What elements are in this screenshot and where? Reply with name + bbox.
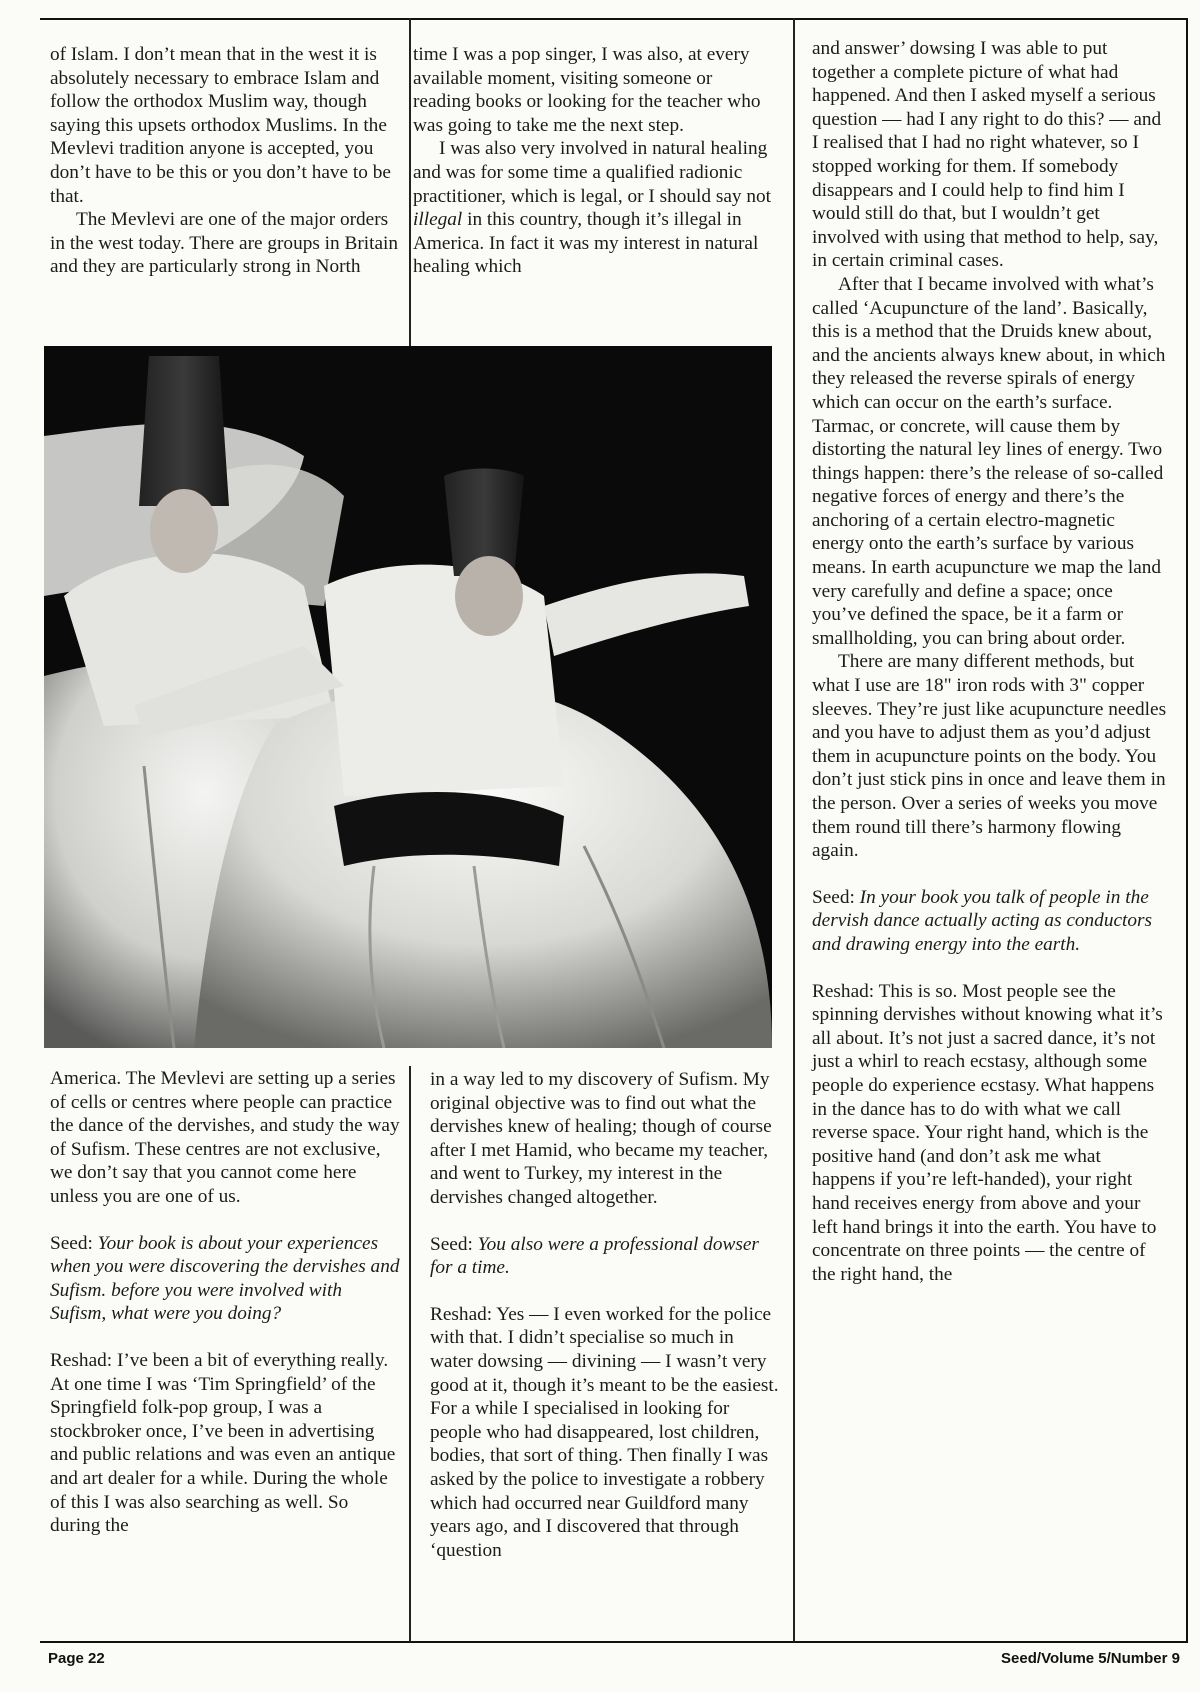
paragraph: [413, 137, 771, 279]
speaker-label: Reshad:: [50, 1349, 113, 1371]
page-frame-top: [40, 18, 1188, 20]
paragraph: The Mevlevi are one of the major orders in the west today. There are groups in Britain and they are particularly strong in North: [50, 209, 399, 278]
paragraph: After that I became involved with what’s called ‘Acupuncture of the land’. Basically, this is a method that the Druids knew about, and the ancients always knew about, in which they released the reverse spirals of energy which can occur on the earth’s surface. Tarmac, or concrete, will cause them by distorting the natural ley lines of energy. Two things happen: there’s the release of so-called negative forces of energy and there’s the anchoring of a certain electro-magnetic energy onto the earth’s surface by various means. In earth acupuncture we map the land very carefully and define a space; once you’ve defined the space, be it a farm or smallholding, you can bring about order.: [812, 273, 1166, 649]
interview-answer: [812, 980, 1168, 1287]
column-2-bottom: [430, 1068, 780, 1562]
column-2-top: [413, 43, 771, 279]
paragraph: America. The Mevlevi are setting up a series of cells or centres where people can practice the dance of the dervishes, and study the way of Sufism. These centres are not exclusive, we don’t say that you cannot come here unless you are one of us.: [50, 1068, 400, 1207]
issue-label: Seed/Volume 5/Number 9: [1001, 1650, 1180, 1667]
speaker-label: Seed:: [50, 1232, 93, 1254]
paragraph: in a way led to my discovery of Sufism. My original objective was to find out what the dervishes knew of healing; though of course after I met Hamid, who became my teacher, and went to Turkey, my interest in the dervishes changed altogether.: [430, 1069, 772, 1208]
speaker-label: Reshad:: [812, 980, 875, 1002]
interview-question: [50, 1232, 400, 1326]
page-frame-right: [1186, 18, 1188, 1642]
column-3: [812, 37, 1168, 1286]
paragraph: and answer’ dowsing I was able to put together a complete picture of what had happened. And then I asked myself a serious question — had I any right to do this? — and I realised that I had no right whatever, so I stopped working for them. If somebody disappears and I could help to find him I would still do that, but I wouldn’t get involved with using that method to help, say, in certain criminal cases.: [812, 38, 1162, 272]
question-text: You also were a professional dowser for a time.: [430, 1233, 759, 1279]
whirling-dervishes-photo: [44, 346, 772, 1048]
column-1-bottom: [50, 1067, 400, 1538]
speaker-label: Reshad:: [430, 1303, 493, 1325]
question-text: In your book you talk of people in the dervish dance actually acting as conductors and drawing energy into the earth.: [812, 886, 1153, 955]
paragraph: There are many different methods, but what I use are 18" iron rods with 3" copper sleeves. They’re just like acupuncture needles and you have to adjust them as you’d adjust them in acupuncture points on the body. You don’t just stick pins in once and leave them in the person. Over a series of weeks you move them round till there’s harmony flowing again.: [812, 651, 1167, 862]
column-rule-1-2-bottom: [409, 1066, 411, 1642]
answer-text: This is so. Most people see the spinning dervishes without knowing what it’s all about. It’s not just a sacred dance, it’s not just a whirl to reach ecstasy, although some people do experience ecstasy. What happens in the dance has to do with what we call reverse space. Your right hand, which is the positive hand (and don’t ask me what happens if you’re left-handed), your right hand receives energy from above and your left hand brings it into the earth. You have to concentrate on three points — the centre of the right hand, the: [812, 980, 1163, 1285]
emphasis-text: illegal: [413, 209, 463, 231]
column-rule-2-3: [793, 18, 795, 1642]
paragraph: of Islam. I don’t mean that in the west it is absolutely necessary to embrace Islam and follow the orthodox Muslim way, though saying this upsets orthodox Muslims. In the Mevlevi tradition anyone is accepted, you don’t have to be this or you don’t have to be that.: [50, 44, 391, 207]
text-run: I was also very involved in natural healing and was for some time a qualified radionic practitioner, which is legal, or I should say not: [413, 138, 771, 207]
text-run: in this country, though it’s illegal in America. In fact it was my interest in natural healing which: [413, 209, 759, 278]
interview-question: [812, 886, 1168, 957]
speaker-label: Seed:: [812, 886, 855, 908]
interview-answer: [430, 1303, 780, 1563]
answer-text: Yes — I even worked for the police with that. I didn’t specialise so much in water dowsing — divining — I wasn’t very good at it, though it’s meant to be the easiest. For a while I specialised in looking for people who had disappeared, lost children, bodies, that sort of thing. Then finally I was asked by the police to investigate a robbery which had occurred near Guildford many years ago, and I discovered that through ‘question: [430, 1303, 779, 1561]
page-number: Page 22: [48, 1650, 105, 1667]
column-1-top: [50, 43, 400, 279]
photo-illustration: [44, 346, 772, 1048]
interview-answer: [50, 1349, 400, 1538]
interview-question: [430, 1233, 780, 1280]
speaker-label: Seed:: [430, 1233, 473, 1255]
answer-text: I’ve been a bit of everything really. At one time I was ‘Tim Springfield’ of the Springfield folk-pop group, I was a stockbroker once, I’ve been in advertising and public relations and was even an antique and art dealer for a while. During the whole of this I was also searching as well. So during the: [50, 1349, 396, 1537]
page-frame-bottom: [40, 1641, 1188, 1643]
column-rule-1-2-top: [409, 18, 411, 346]
paragraph: time I was a pop singer, I was also, at every available moment, visiting someone or reading books or looking for the teacher who was going to take me the next step.: [413, 44, 761, 136]
question-text: Your book is about your experiences when you were discovering the dervishes and Sufism. before you were involved with Sufism, what were you doing?: [50, 1232, 400, 1325]
